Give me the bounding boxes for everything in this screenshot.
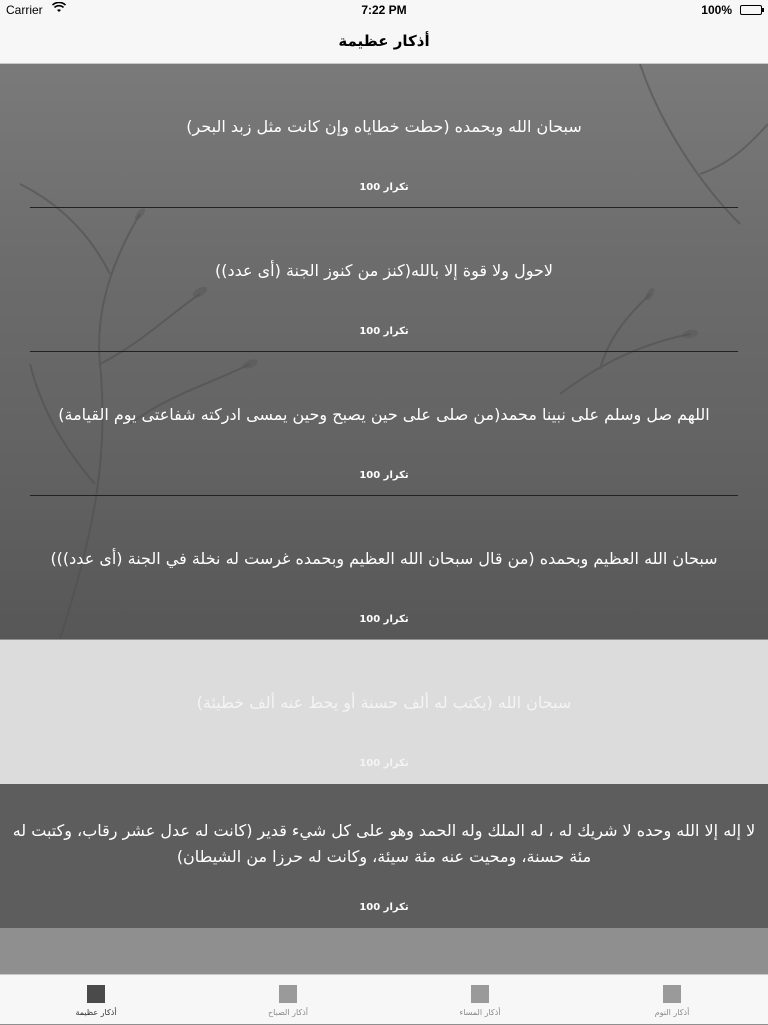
dhikr-text: سبحان الله وبحمده (حطت خطاياه وإن كانت مثل زبد البحر) xyxy=(186,117,582,136)
tab-great-adhkar[interactable] xyxy=(0,975,192,1025)
page-title: أذكار عظيمة xyxy=(338,32,430,50)
dhikr-text: لاحول ولا قوة إلا بالله(كنز من كنوز الجنة (أى عدد)) xyxy=(215,261,553,280)
repeat-count: تكرار 100 xyxy=(359,758,409,769)
dhikr-row[interactable] xyxy=(0,208,768,352)
repeat-count: تكرار 100 xyxy=(359,326,409,337)
square-icon xyxy=(663,985,681,1003)
clock: 7:22 PM xyxy=(361,3,407,17)
repeat-count: تكرار 100 xyxy=(359,182,409,193)
tab-morning-adhkar[interactable] xyxy=(192,975,384,1025)
tab-label: أذكار الصباح xyxy=(267,1008,309,1017)
square-icon xyxy=(471,985,489,1003)
dhikr-row[interactable] xyxy=(0,352,768,496)
tab-bar xyxy=(0,974,768,1024)
status-bar xyxy=(0,0,768,20)
repeat-count: تكرار 100 xyxy=(359,614,409,625)
battery-icon xyxy=(740,5,762,15)
dhikr-text: اللهم صل وسلم على نبينا محمد(من صلى على حين يصبح وحين يمسى ادركته شفاعتى يوم القيامة) xyxy=(58,405,710,424)
dhikr-list[interactable] xyxy=(0,64,768,974)
carrier-label: Carrier xyxy=(6,3,43,17)
dhikr-text: سبحان الله العظيم وبحمده (من قال سبحان الله العظيم وبحمده غرست له نخلة في الجنة (أى عدد))) xyxy=(50,549,718,568)
repeat-count: تكرار 100 xyxy=(359,470,409,481)
dhikr-row[interactable] xyxy=(0,784,768,928)
repeat-count: تكرار 100 xyxy=(359,902,409,913)
navigation-bar xyxy=(0,20,768,64)
tab-label: أذكار النوم xyxy=(654,1008,690,1017)
dhikr-text: سبحان الله (يكتب له ألف حسنة أو يحط عنه ألف خطيئة) xyxy=(196,693,572,712)
tab-sleep-adhkar[interactable] xyxy=(576,975,768,1025)
dhikr-row[interactable] xyxy=(0,64,768,208)
tab-evening-adhkar[interactable] xyxy=(384,975,576,1025)
square-icon xyxy=(87,985,105,1003)
battery-percent: 100% xyxy=(701,3,732,17)
dhikr-row[interactable] xyxy=(0,496,768,640)
tab-label: أذكار المساء xyxy=(459,1008,501,1017)
tab-label: أذكار عظيمة xyxy=(75,1008,117,1017)
square-icon xyxy=(279,985,297,1003)
dhikr-text: لا إله إلا الله وحده لا شريك له ، له الملك وله الحمد وهو على كل شيء قدير (كانت له عدل عشر رقاب، وكتبت له مئة حسنة، ومحيت عنه مئة سيئة، وكانت له حرزا من الشيطان) xyxy=(12,821,756,866)
dhikr-row-selected[interactable] xyxy=(0,640,768,784)
